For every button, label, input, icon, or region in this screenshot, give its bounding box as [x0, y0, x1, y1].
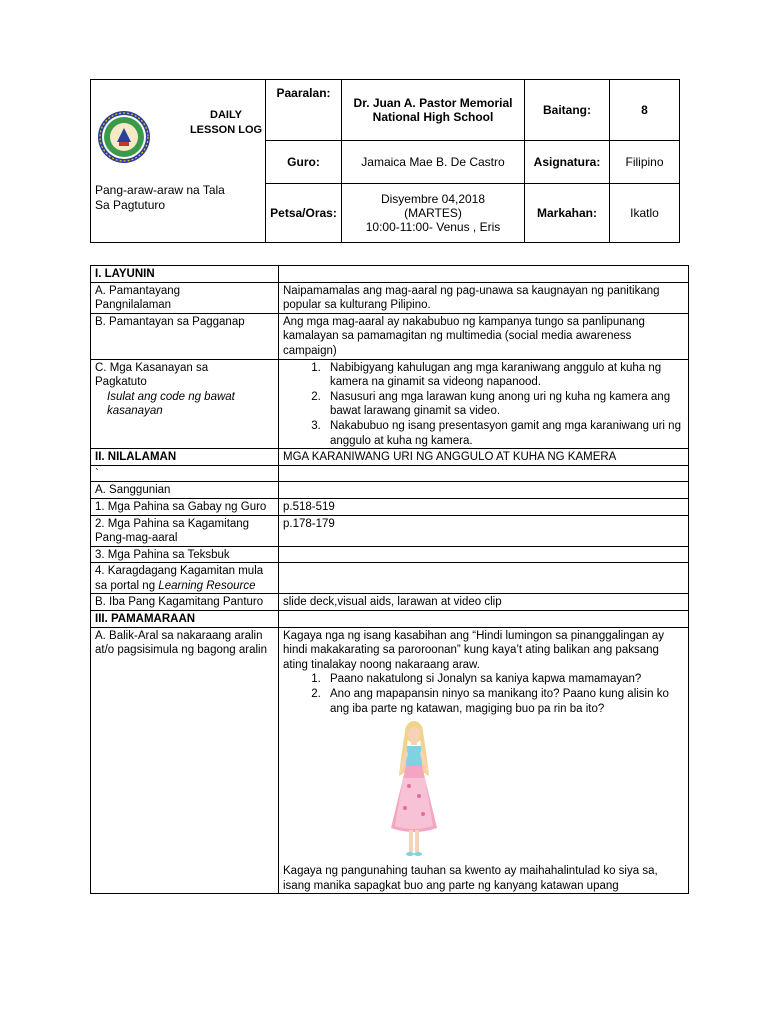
tala-subtitle: Pang-araw-araw na Tala Sa Pagtuturo	[95, 183, 225, 212]
list-item: 2. Nasusuri ang mga larawan kung anong uri ng kuha ng kamera ang bawat larawang ginamit sa video.	[324, 390, 684, 419]
layunin-heading: I. LAYUNIN	[91, 266, 279, 283]
table-row	[91, 266, 689, 283]
asignatura-value: Filipino	[610, 141, 680, 184]
markahan-value: Ikatlo	[610, 184, 680, 243]
markahan-label: Markahan:	[525, 184, 610, 243]
daily-lesson-log-title: DAILY LESSON LOG	[189, 109, 263, 136]
sanggunian-label: A. Sanggunian	[91, 482, 279, 499]
empty-cell	[279, 563, 689, 594]
karagdagang-label: 4. Karagdagang Kagamitan mula sa portal ng Learning Resource	[91, 563, 279, 594]
table-row	[91, 482, 689, 499]
gabay-label: 1. Mga Pahina sa Gabay ng Guro	[91, 498, 279, 515]
nilalaman-heading: II. NILALAMAN	[91, 449, 279, 466]
asignatura-label: Asignatura:	[525, 141, 610, 184]
pagganap-value: Ang mga mag-aaral ay nakabubuo ng kampanya tungo sa panlipunang kamalayan sa pamamagitan ng multimedia (social media awareness campaign)	[279, 313, 689, 359]
table-row	[91, 627, 689, 894]
list-item: 1. Paano nakatulong si Jonalyn sa kaniya kapwa mamamayan?	[324, 672, 684, 687]
gabay-value: p.518-519	[279, 498, 689, 515]
table-row	[91, 313, 689, 359]
petsa-label: Petsa/Oras:	[266, 184, 342, 243]
pamantayang-label: A. Pamantayang Pangnilalaman	[91, 282, 279, 313]
baitang-label: Baitang:	[525, 80, 610, 141]
school-seal-logo	[97, 110, 151, 164]
guro-value: Jamaica Mae B. De Castro	[342, 141, 525, 184]
table-row	[91, 515, 689, 546]
kasanayan-note: Isulat ang code ng bawat kasanayan	[107, 390, 235, 418]
list-item: 1. Nabibigyang kahulugan ang mga karaniwang anggulo at kuha ng kamera na ginamit sa videong napanood.	[324, 361, 684, 390]
header-table	[90, 79, 680, 243]
balik-list	[283, 672, 684, 716]
baitang-value: 8	[610, 80, 680, 141]
empty-cell	[279, 482, 689, 499]
balik-closing: Kagaya ng pangunahing tauhan sa kwento ay maihahalintulad ko siya sa, isang manika sapagkat buo ang parte ng kanyang katawan upang	[283, 865, 658, 892]
balik-label: A. Balik-Aral sa nakaraang aralin at/o pagsisimula ng bagong aralin	[91, 627, 279, 894]
table-row	[91, 611, 689, 628]
table-row	[91, 563, 689, 594]
kasanayan-label: C. Mga Kasanayan sa Pagkatuto Isulat ang code ng bawat kasanayan	[91, 359, 279, 449]
empty-cell	[279, 266, 689, 283]
table-row	[91, 594, 689, 611]
table-row	[91, 449, 689, 466]
list-item: 3. Nakabubuo ng isang presentasyon gamit ang mga karaniwang uri ng anggulo at kuha ng kamera.	[324, 419, 684, 448]
empty-cell	[279, 546, 689, 563]
iba-value: slide deck,visual aids, larawan at video clip	[279, 594, 689, 611]
doll-image	[381, 716, 447, 862]
paaralan-label: Paaralan:	[266, 80, 342, 141]
kasanayan-list	[283, 361, 684, 449]
iba-label: B. Iba Pang Kagamitang Panturo	[91, 594, 279, 611]
table-row	[91, 465, 689, 482]
lesson-table	[90, 265, 689, 894]
pagganap-label: B. Pamantayan sa Pagganap	[91, 313, 279, 359]
guro-label: Guro:	[266, 141, 342, 184]
pamamaraan-heading: III. PAMAMARAAN	[91, 611, 279, 628]
list-item: 2. Ano ang mapapansin ninyo sa manikang ito? Paano kung alisin ko ang iba parte ng katawan, magiging buo pa rin ba ito?	[324, 687, 684, 716]
paaralan-value: Dr. Juan A. Pastor Memorial National High School	[342, 80, 525, 141]
table-row	[91, 498, 689, 515]
balik-intro: Kagaya nga ng isang kasabihan ang “Hindi lumingon sa pinanggalingan ay hindi makakarating sa paroroonan” kung kaya’t ating balikan ang paksang ating tinalakay noong nakaraang araw.	[283, 629, 665, 671]
table-row	[91, 282, 689, 313]
kasanayan-list-cell	[279, 359, 689, 449]
table-row	[91, 359, 689, 449]
nilalaman-value: MGA KARANIWANG URI NG ANGGULO AT KUHA NG KAMERA	[279, 449, 689, 466]
doll-image-area	[283, 716, 684, 864]
empty-cell	[279, 611, 689, 628]
title-cell	[91, 80, 266, 243]
kagamitang-value: p.178-179	[279, 515, 689, 546]
petsa-value: Disyembre 04,2018 (MARTES) 10:00-11:00- Venus , Eris	[342, 184, 525, 243]
kagamitang-label: 2. Mga Pahina sa Kagamitang Pang-mag-aaral	[91, 515, 279, 546]
blank-mark: `	[91, 465, 279, 482]
teksbuk-label: 3. Mga Pahina sa Teksbuk	[91, 546, 279, 563]
table-row	[91, 546, 689, 563]
pamantayang-value: Naipamamalas ang mag-aaral ng pag-unawa sa kaugnayan ng panitikang popular sa kulturang Pilipino.	[279, 282, 689, 313]
empty-cell	[279, 465, 689, 482]
balik-content	[279, 627, 689, 894]
